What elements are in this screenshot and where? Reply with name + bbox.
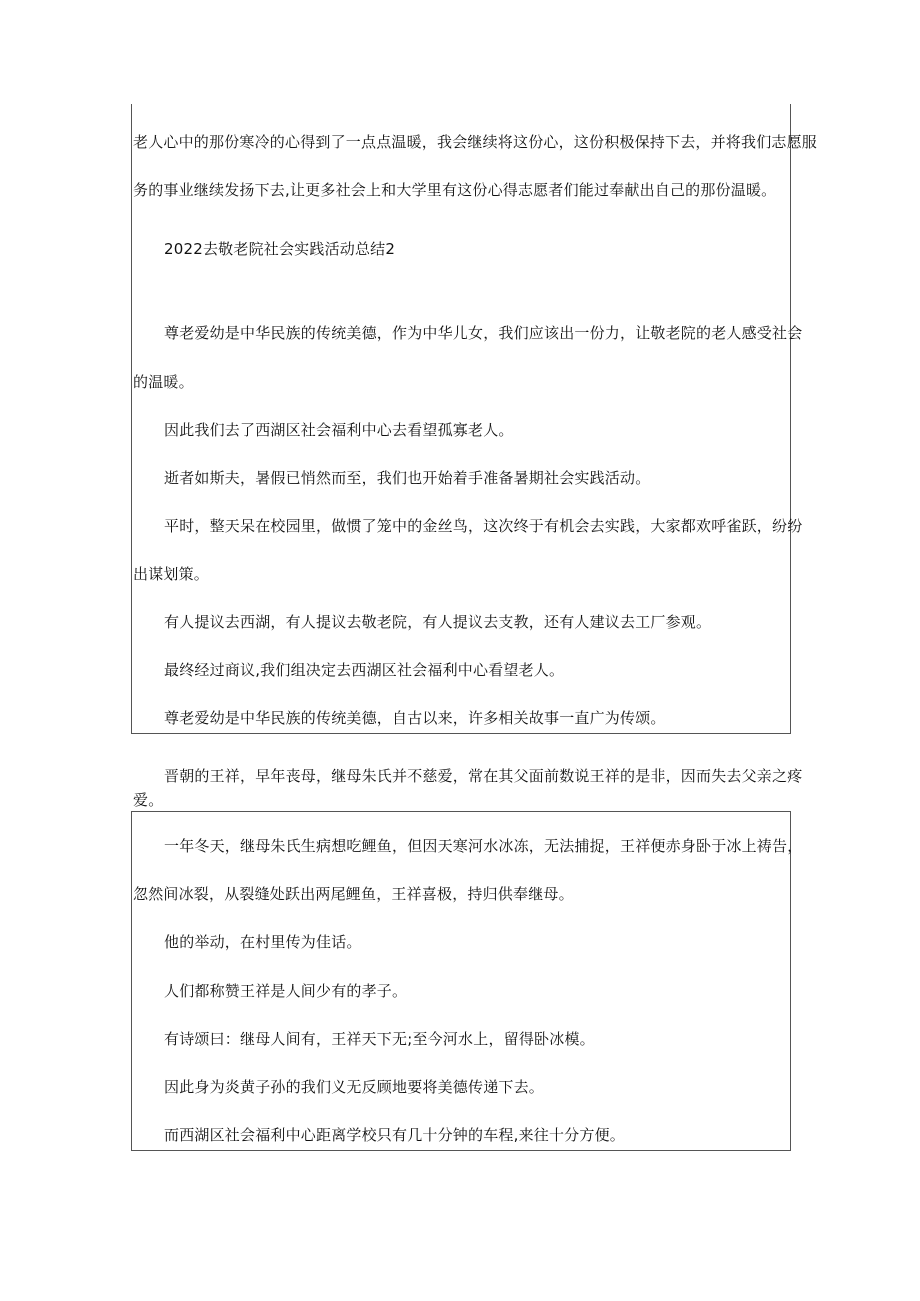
paragraph: 有诗颂曰：继母人间有，王祥天下无;至今河水上，留得卧冰模。 <box>164 1030 595 1048</box>
paragraph-line: 老人心中的那份寒冷的心得到了一点点温暖，我会继续将这份心，这份积极保持下去，并将我们志愿服 <box>133 133 818 151</box>
text-box-2 <box>131 811 791 1151</box>
paragraph: 他的举动，在村里传为佳话。 <box>164 933 362 951</box>
section-heading: 2022去敬老院社会实践活动总结2 <box>164 240 396 258</box>
paragraph-line: 忽然间冰裂，从裂缝处跃出两尾鲤鱼，王祥喜极，持归供奉继母。 <box>133 885 574 903</box>
paragraph: 尊老爱幼是中华民族的传统美德，自古以来，许多相关故事一直广为传颂。 <box>164 709 666 727</box>
paragraph: 最终经过商议,我们组决定去西湖区社会福利中心看望老人。 <box>164 661 565 679</box>
paragraph: 逝者如斯夫，暑假已悄然而至，我们也开始着手准备暑期社会实践活动。 <box>164 469 651 487</box>
paragraph-line: 一年冬天，继母朱氏生病想吃鲤鱼，但因天寒河水冰冻，无法捕捉，王祥便赤身卧于冰上祷告， <box>164 837 803 855</box>
paragraph-line: 晋朝的王祥，早年丧母，继母朱氏并不慈爱，常在其父面前数说王祥的是非，因而失去父亲之疼 <box>164 767 803 785</box>
paragraph: 人们都称赞王祥是人间少有的孝子。 <box>164 982 408 1000</box>
paragraph: 因此我们去了西湖区社会福利中心去看望孤寡老人。 <box>164 421 514 439</box>
paragraph: 有人提议去西湖，有人提议去敬老院，有人提议去支教，还有人建议去工厂参观。 <box>164 613 712 631</box>
paragraph-line: 爱。 <box>133 791 164 809</box>
paragraph: 因此身为炎黄子孙的我们义无反顾地要将美德传递下去。 <box>164 1078 545 1096</box>
paragraph-line: 出谋划策。 <box>133 565 210 583</box>
paragraph-line: 平时，整天呆在校园里，做惯了笼中的金丝鸟，这次终于有机会去实践，大家都欢呼雀跃，纷纷 <box>164 517 803 535</box>
paragraph-line: 务的事业继续发扬下去,让更多社会上和大学里有这份心得志愿者们能过奉献出自己的那份温暖。 <box>133 181 777 199</box>
paragraph: 而西湖区社会福利中心距离学校只有几十分钟的车程,来往十分方便。 <box>164 1126 625 1144</box>
paragraph-line: 的温暖。 <box>133 373 194 391</box>
paragraph-line: 尊老爱幼是中华民族的传统美德，作为中华儿女，我们应该出一份力，让敬老院的老人感受社会 <box>164 324 803 342</box>
